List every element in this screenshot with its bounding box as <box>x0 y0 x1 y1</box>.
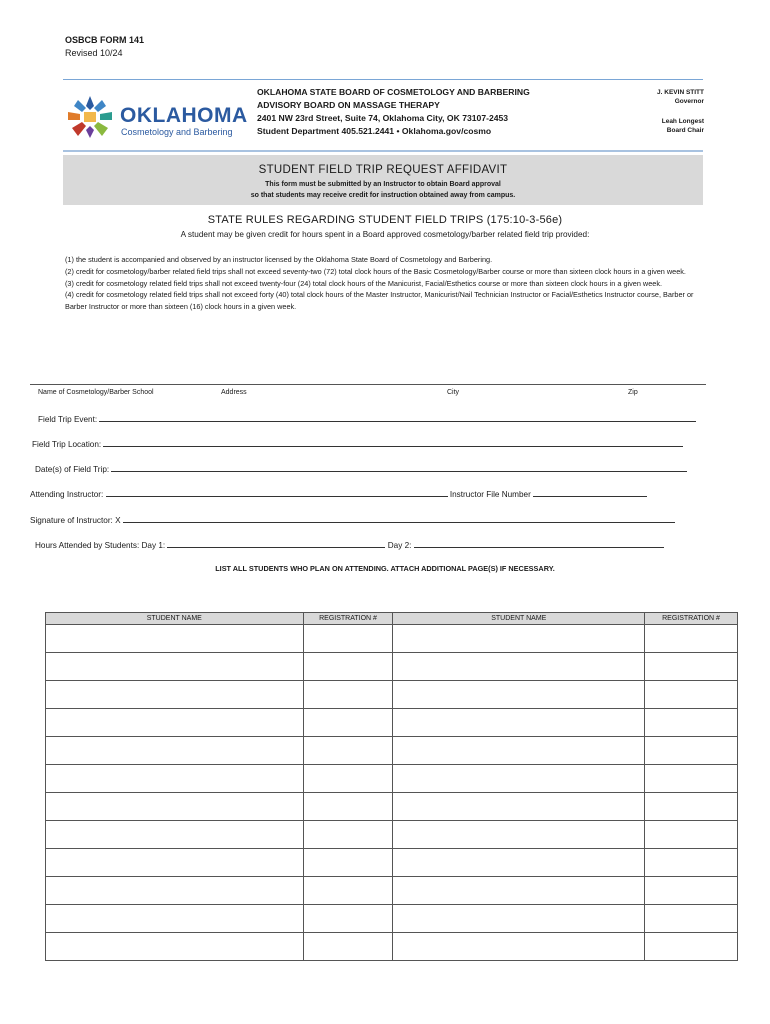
rule-item: (1) the student is accompanied and observed by an instructor licensed by the Oklahoma State Board of Cosmetology and Barbering. <box>65 255 493 264</box>
attending-instructor-label: Attending Instructor: <box>30 490 104 499</box>
registration-cell[interactable] <box>645 737 738 765</box>
student-name-cell[interactable] <box>393 653 645 681</box>
student-name-cell[interactable] <box>46 933 304 961</box>
rule-item: (2) credit for cosmetology/barber related field trips shall not exceed seventy-two (72) total clock hours of the Basic Cosmetology/Barber course or more than sixteen clock hours in a given week. <box>65 266 686 276</box>
agency-block <box>257 86 530 138</box>
registration-cell[interactable] <box>645 933 738 961</box>
rules-title: STATE RULES REGARDING STUDENT FIELD TRIPS (175:10-3-56e) <box>207 214 563 226</box>
instructor-signature-row <box>30 514 675 525</box>
student-name-cell[interactable] <box>46 625 304 653</box>
student-name-cell[interactable] <box>46 709 304 737</box>
field-trip-dates-input[interactable] <box>111 463 687 472</box>
table-row <box>46 849 738 877</box>
officials-block <box>657 88 704 135</box>
hours-day2-input[interactable] <box>414 539 664 548</box>
registration-cell[interactable] <box>645 625 738 653</box>
oklahoma-logo-icon <box>64 92 116 142</box>
column-header-registration: REGISTRATION # <box>645 613 738 625</box>
field-trip-location-label: Field Trip Location: <box>32 440 102 449</box>
field-trip-event-row <box>38 413 696 424</box>
registration-cell[interactable] <box>645 821 738 849</box>
registration-cell[interactable] <box>303 793 393 821</box>
attending-instructor-input[interactable] <box>106 488 448 497</box>
registration-cell[interactable] <box>645 849 738 877</box>
student-roster-table <box>45 612 738 961</box>
instructor-file-number-label: Instructor File Number <box>449 490 531 499</box>
student-name-cell[interactable] <box>393 625 645 653</box>
table-row <box>46 877 738 905</box>
student-name-cell[interactable] <box>393 821 645 849</box>
school-address-label: Address <box>221 389 247 396</box>
hours-day1-input[interactable] <box>167 539 385 548</box>
column-header-registration: REGISTRATION # <box>303 613 393 625</box>
registration-cell[interactable] <box>645 765 738 793</box>
rule-item: (3) credit for cosmetology related field trips shall not exceed twenty-four (24) total clock hours of the Manicurist, Facial/Esthetics course or more than sixteen clock hours in a given week. <box>65 278 662 288</box>
table-row <box>46 821 738 849</box>
registration-cell[interactable] <box>303 821 393 849</box>
form-title: STUDENT FIELD TRIP REQUEST AFFIDAVIT <box>258 164 508 176</box>
registration-cell[interactable] <box>645 709 738 737</box>
school-zip-label: Zip <box>628 389 638 396</box>
table-row <box>46 793 738 821</box>
registration-cell[interactable] <box>303 709 393 737</box>
column-header-student-name: STUDENT NAME <box>393 613 645 625</box>
registration-cell[interactable] <box>303 905 393 933</box>
attending-instructor-row <box>30 488 647 499</box>
student-name-cell[interactable] <box>393 933 645 961</box>
student-name-cell[interactable] <box>46 849 304 877</box>
title-banner <box>63 155 703 205</box>
field-trip-event-label: Field Trip Event: <box>38 415 98 424</box>
banner-line: so that students may receive credit for instruction obtained away from campus. <box>250 192 516 199</box>
header-rule-bottom <box>63 150 703 152</box>
agency-line: ADVISORY BOARD ON MASSAGE THERAPY <box>257 100 440 110</box>
registration-cell[interactable] <box>303 737 393 765</box>
field-trip-dates-row <box>35 463 687 474</box>
column-header-student-name: STUDENT NAME <box>46 613 304 625</box>
registration-cell[interactable] <box>645 793 738 821</box>
registration-cell[interactable] <box>303 877 393 905</box>
table-header-row <box>46 613 738 625</box>
banner-instructions <box>63 179 703 201</box>
table-row <box>46 905 738 933</box>
registration-cell[interactable] <box>645 905 738 933</box>
chair-title: Board Chair <box>666 127 704 134</box>
rules-intro: A student may be given credit for hours spent in a Board approved cosmetology/barber related field trip provided: <box>180 230 590 239</box>
agency-line: Student Department 405.521.2441 • Oklahoma.gov/cosmo <box>257 126 492 136</box>
logo-subtitle: Cosmetology and Barbering <box>121 127 233 137</box>
roster-body <box>46 625 738 961</box>
registration-cell[interactable] <box>645 877 738 905</box>
governor-name: J. KEVIN STITT <box>657 89 704 96</box>
registration-cell[interactable] <box>303 933 393 961</box>
registration-cell[interactable] <box>645 653 738 681</box>
form-header <box>65 34 144 60</box>
table-row <box>46 737 738 765</box>
student-name-cell[interactable] <box>393 737 645 765</box>
registration-cell[interactable] <box>303 765 393 793</box>
registration-cell[interactable] <box>303 849 393 877</box>
student-name-cell[interactable] <box>46 681 304 709</box>
logo-wordmark: OKLAHOMA <box>120 104 248 127</box>
student-name-cell[interactable] <box>393 793 645 821</box>
table-row <box>46 653 738 681</box>
student-name-cell[interactable] <box>46 653 304 681</box>
chair-name: Leah Longest <box>661 118 704 125</box>
table-row <box>46 933 738 961</box>
school-info-line[interactable] <box>30 384 706 385</box>
attendance-notice: LIST ALL STUDENTS WHO PLAN ON ATTENDING. ATTACH ADDITIONAL PAGE(S) IF NECESSARY. <box>215 564 555 573</box>
form-revised: Revised 10/24 <box>65 48 123 58</box>
student-name-cell[interactable] <box>393 849 645 877</box>
hours-day2-label: Day 2: <box>387 541 412 550</box>
form-id: OSBCB FORM 141 <box>65 35 145 45</box>
field-trip-event-input[interactable] <box>99 413 696 422</box>
student-name-cell[interactable] <box>46 765 304 793</box>
governor-title: Governor <box>674 98 704 105</box>
table-row <box>46 625 738 653</box>
student-name-cell[interactable] <box>393 681 645 709</box>
student-name-cell[interactable] <box>46 877 304 905</box>
field-trip-location-input[interactable] <box>103 438 683 447</box>
student-name-cell[interactable] <box>46 905 304 933</box>
table-row <box>46 709 738 737</box>
banner-line: This form must be submitted by an Instructor to obtain Board approval <box>265 181 501 188</box>
hours-day1-label: Hours Attended by Students: Day 1: <box>35 541 166 550</box>
rule-item: (4) credit for cosmetology related field trips shall not exceed forty (40) total clock hours of the Master Instructor, Manicurist/Nail Technician Instructor or Facial/Esthetics Instructor course, Barber or Barber Instructor or more than sixteen (16) clock hours in a given week. <box>65 290 694 312</box>
agency-line: 2401 NW 23rd Street, Suite 74, Oklahoma City, OK 73107-2453 <box>257 113 509 123</box>
school-name-label: Name of Cosmetology/Barber School <box>38 389 154 396</box>
student-name-cell[interactable] <box>393 709 645 737</box>
registration-cell[interactable] <box>303 653 393 681</box>
agency-line: OKLAHOMA STATE BOARD OF COSMETOLOGY AND BARBERING <box>257 87 530 97</box>
field-trip-dates-label: Date(s) of Field Trip: <box>35 465 110 474</box>
rules-list <box>65 254 705 313</box>
instructor-signature-label: Signature of Instructor: X <box>30 516 121 525</box>
table-row <box>46 765 738 793</box>
instructor-file-number-input[interactable] <box>533 488 647 497</box>
registration-cell[interactable] <box>303 681 393 709</box>
student-name-cell[interactable] <box>46 737 304 765</box>
hours-attended-row <box>35 539 664 550</box>
student-name-cell[interactable] <box>46 821 304 849</box>
instructor-signature-input[interactable] <box>123 514 675 523</box>
table-row <box>46 681 738 709</box>
student-name-cell[interactable] <box>393 905 645 933</box>
header-rule-top <box>63 79 703 80</box>
registration-cell[interactable] <box>303 625 393 653</box>
field-trip-location-row <box>32 438 683 449</box>
student-name-cell[interactable] <box>46 793 304 821</box>
student-name-cell[interactable] <box>393 765 645 793</box>
school-city-label: City <box>447 389 460 396</box>
registration-cell[interactable] <box>645 681 738 709</box>
student-name-cell[interactable] <box>393 877 645 905</box>
